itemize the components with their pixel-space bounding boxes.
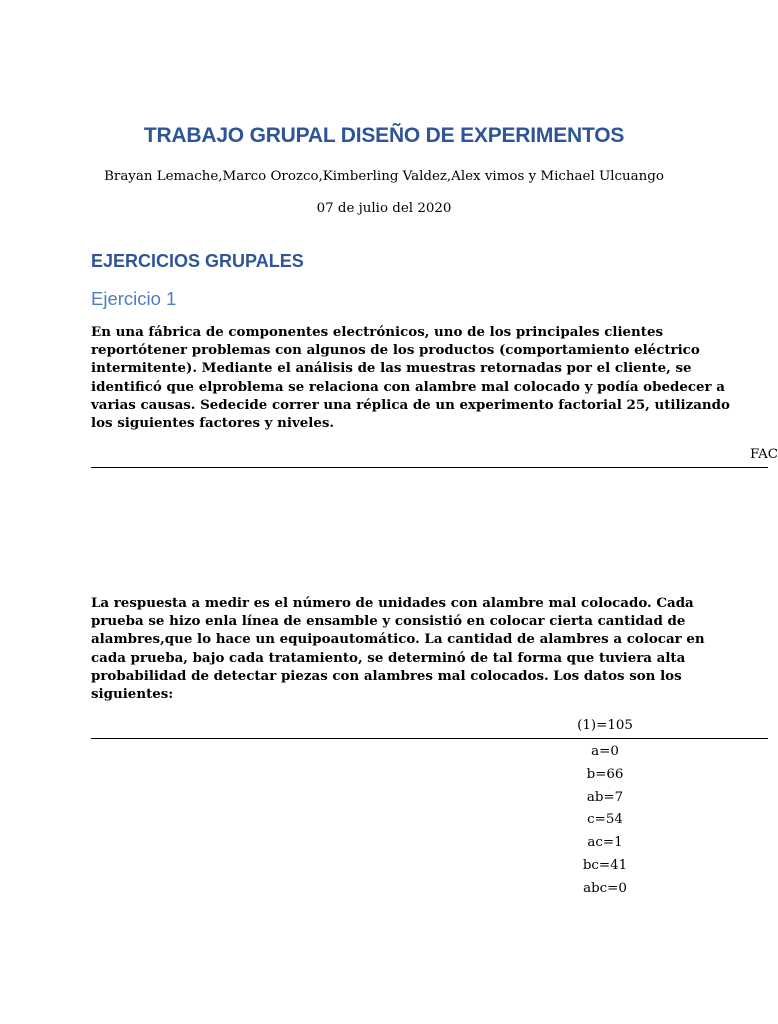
document-title: TRABAJO GRUPAL DISEÑO DE EXPERIMENTOS bbox=[143, 124, 625, 147]
exercise-statement-paragraph bbox=[91, 323, 730, 432]
factor-table-label: FAC bbox=[750, 447, 778, 462]
data-table-rule bbox=[91, 738, 768, 739]
data-value: b=66 bbox=[586, 766, 624, 782]
paragraph-line: siguientes: bbox=[91, 686, 174, 703]
data-table-header: (1)=105 bbox=[577, 718, 633, 733]
paragraph-line: identificó que elproblema se relaciona con alambre mal colocado y podía obedecer a bbox=[91, 378, 725, 395]
paragraph-line: alambres,que lo hace un equipoautomático. La cantidad de alambres a colocar en bbox=[91, 631, 705, 648]
response-description-paragraph bbox=[91, 594, 705, 703]
exercise-heading: Ejercicio 1 bbox=[91, 288, 177, 309]
paragraph-line: prueba se hizo enla línea de ensamble y consistió en colocar cierta cantidad de bbox=[91, 613, 686, 630]
paragraph-line: varias causas. Sedecide correr una réplica de un experimento factorial 25, utilizando bbox=[91, 396, 730, 413]
data-value: ac=1 bbox=[587, 835, 623, 851]
paragraph-line: intermitente). Mediante el análisis de las muestras retornadas por el cliente, se bbox=[91, 360, 692, 377]
paragraph-line: probabilidad de detectar piezas con alambres mal colocados. Los datos son los bbox=[91, 667, 682, 684]
paragraph-line: La respuesta a medir es el número de unidades con alambre mal colocado. Cada bbox=[91, 595, 694, 611]
paragraph-line: los siguientes factores y niveles. bbox=[91, 415, 335, 432]
data-values-list bbox=[555, 741, 655, 901]
document-authors: Brayan Lemache,Marco Orozco,Kimberling Valdez,Alex vimos y Michael Ulcuango bbox=[104, 169, 664, 184]
data-value: c=54 bbox=[587, 812, 623, 828]
paragraph-line: En una fábrica de componentes electrónicos, uno de los principales clientes bbox=[91, 324, 664, 340]
data-value: ab=7 bbox=[586, 789, 624, 805]
paragraph-line: reportótener problemas con algunos de los productos (comportamiento eléctrico bbox=[91, 342, 700, 359]
data-value: a=0 bbox=[591, 744, 619, 759]
document-date: 07 de julio del 2020 bbox=[316, 201, 452, 216]
data-value: abc=0 bbox=[583, 880, 627, 896]
paragraph-line: cada prueba, bajo cada tratamiento, se determinó de tal forma que tuviera alta bbox=[91, 649, 686, 666]
data-value: bc=41 bbox=[582, 857, 628, 873]
section-heading: EJERCICIOS GRUPALES bbox=[91, 251, 304, 271]
factor-table-rule bbox=[91, 467, 768, 468]
